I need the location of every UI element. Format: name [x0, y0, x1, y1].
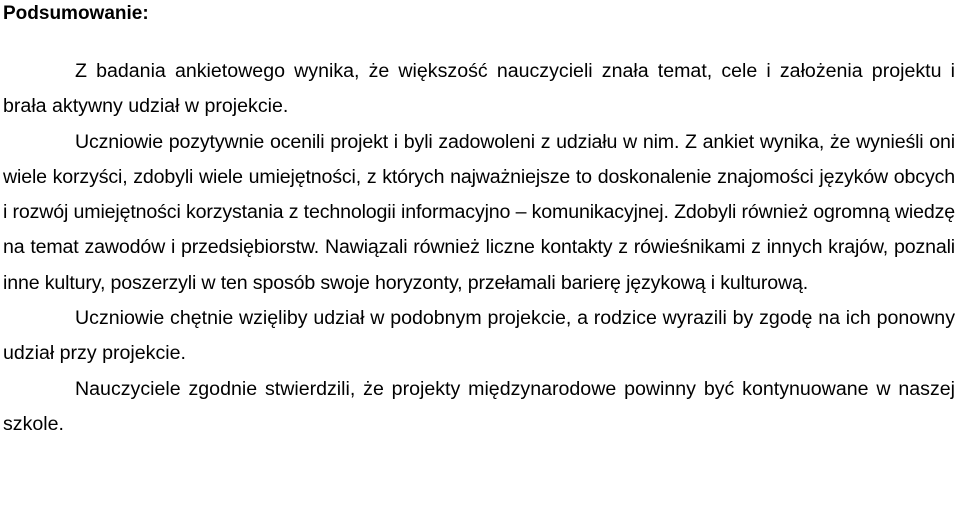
paragraph-future-participation: Uczniowie chętnie wzięliby udział w podobnym projekcie, a rodzice wyrazili by zgodę na ich ponowny udział przy projekcie. — [3, 307, 955, 365]
paragraph-teachers-survey: Z badania ankietowego wynika, że większość nauczycieli znała temat, cele i założenia projektu i brała aktywny udział w projekcie. — [3, 60, 955, 118]
paragraph-students-benefits: Uczniowie pozytywnie ocenili projekt i byli zadowoleni z udziału w nim. Z ankiet wynika, że wynieśli oni wiele korzyści, zdobyli wiele umiejętności, z których najważniejsze to doskonalenie znajomości języków obcych i rozwój umiejętności korzystania z technologii informacyjno – komunikacyjnej. Zdobyli również ogromną wiedzę na temat zawodów i przedsiębiorstw. Nawiązali również liczne kontakty z rówieśnikami z innych krajów, poznali inne kultury, poszerzyli w ten sposób swoje horyzonty, przełamali barierę językową i kulturową. — [3, 130, 955, 294]
paragraph-continuation: Nauczyciele zgodnie stwierdzili, że projekty międzynarodowe powinny być kontynuowane w naszej szkole. — [3, 377, 955, 435]
section-heading: Podsumowanie: — [3, 3, 149, 24]
